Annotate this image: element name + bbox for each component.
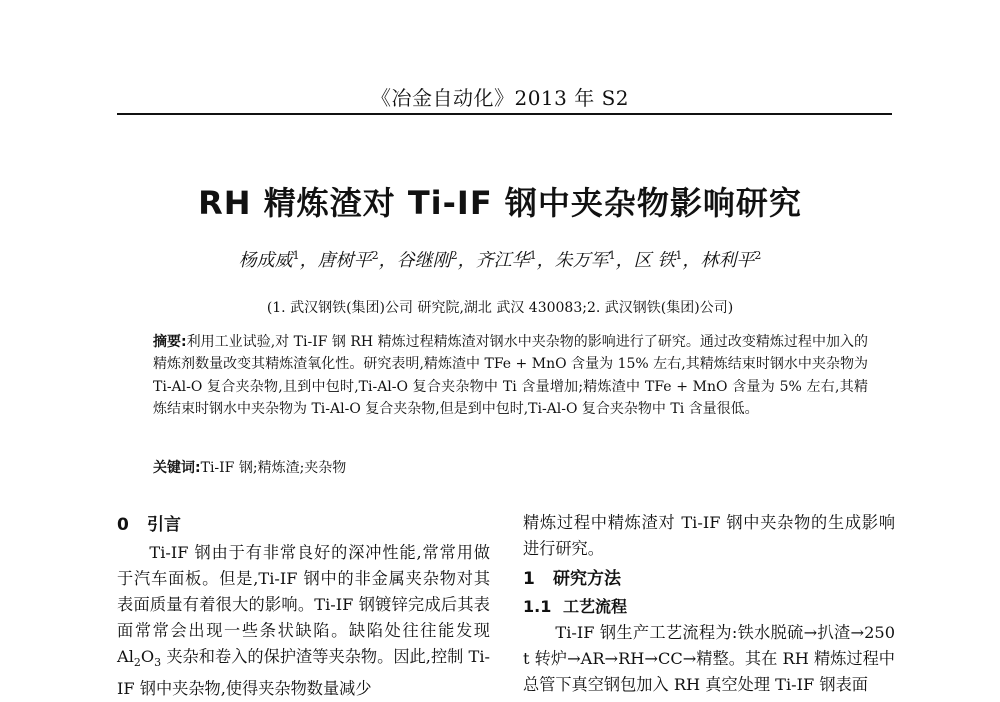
section-0-number: 0 [117, 515, 129, 535]
author-affiliation-mark: 1 [675, 249, 683, 262]
abstract [153, 331, 868, 421]
intro-text-mid: O [140, 647, 155, 666]
author-separator: ， [615, 250, 634, 271]
author-affiliation-mark: 2 [450, 249, 458, 262]
author-affiliation-mark: 1 [608, 249, 616, 262]
author-name: 区 铁 [633, 250, 676, 271]
author-name: 林利平 [700, 250, 755, 271]
section-1-1-number: 1.1 [523, 597, 552, 616]
author-separator: ， [682, 250, 701, 271]
intro-paragraph [117, 540, 490, 702]
header-rule [117, 113, 892, 115]
keywords [153, 457, 868, 477]
author-separator: ， [299, 250, 318, 271]
right-continuation-paragraph: 精炼过程中精炼渣对 Ti-IF 钢中夹杂物的生成影响进行研究。 [523, 513, 895, 558]
article-title: RH 精炼渣对 Ti-IF 钢中夹杂物影响研究 [198, 184, 802, 222]
intro-text-b: 夹杂和卷入的保护渣等夹杂物。因此,控制 Ti-IF 钢中夹杂物,使得夹杂物数量减少 [117, 647, 490, 699]
keywords-label: 关键词: [153, 460, 201, 476]
section-1-number: 1 [523, 569, 535, 589]
author-list [0, 246, 1000, 272]
section-0-heading [117, 510, 490, 540]
intro-sub-b: 3 [154, 656, 162, 670]
author-name: 齐江华 [475, 250, 530, 271]
section-1-1-title: 工艺流程 [563, 597, 628, 616]
author-affiliation-mark: 2 [754, 249, 762, 262]
section-1-heading [523, 564, 895, 594]
section-0-title: 引言 [147, 515, 181, 535]
journal-header: 《冶金自动化》2013 年 S2 [370, 86, 630, 110]
right-column [523, 510, 895, 698]
keywords-text: Ti-IF 钢;精炼渣;夹杂物 [200, 460, 347, 476]
affiliation: (1. 武汉钢铁(集团)公司 研究院,湖北 武汉 430083;2. 武汉钢铁(集团)公司) [266, 300, 734, 316]
left-column [117, 510, 490, 702]
author-separator: ， [378, 250, 397, 271]
intro-text-a: Ti-IF 钢由于有非常良好的深冲性能,常常用做于汽车面板。但是,Ti-IF 钢中的非金属夹杂物对其表面质量有着很大的影响。Ti-IF 钢镀锌完成后其表面常常会出现一些条状缺陷。缺陷处往往能发现 Al [117, 543, 490, 666]
abstract-label: 摘要: [153, 334, 187, 350]
author-name: 杨成威 [238, 250, 293, 271]
intro-sub-a: 2 [133, 656, 141, 670]
section-1-1-heading [523, 594, 895, 620]
author-name: 唐树平 [317, 250, 372, 271]
author-affiliation-mark: 2 [371, 249, 379, 262]
abstract-text: 利用工业试验,对 Ti-IF 钢 RH 精炼过程精炼渣对钢水中夹杂物的影响进行了研究。通过改变精炼过程中加入的精炼剂数量改变其精炼渣氧化性。研究表明,精炼渣中 TFe + MnO 含量为 15% 左右,其精炼结束时钢水中夹杂物为 Ti-Al-O 复合夹杂物,且到中包时,Ti-Al-O 复合夹杂物中 Ti 含量增加;精炼渣中 TFe + MnO 含量为 5% 左右,其精炼结束时钢水中夹杂物为 Ti-Al-O 复合夹杂物,但是到中包时,Ti-Al-O 复合夹杂物中 Ti 含量很低。 [153, 334, 868, 418]
author-affiliation-mark: 1 [529, 249, 537, 262]
section-1-title: 研究方法 [553, 569, 621, 589]
author-name: 朱万军 [554, 250, 609, 271]
process-paragraph: Ti-IF 钢生产工艺流程为:铁水脱硫→扒渣→250 t 转炉→AR→RH→CC→精整。其在 RH 精炼过程中总管下真空钢包加入 RH 真空处理 Ti-IF 钢表面 [523, 623, 895, 694]
author-affiliation-mark: 1 [292, 249, 300, 262]
author-separator: ， [457, 250, 476, 271]
author-separator: ， [536, 250, 555, 271]
author-name: 谷继刚 [396, 250, 451, 271]
